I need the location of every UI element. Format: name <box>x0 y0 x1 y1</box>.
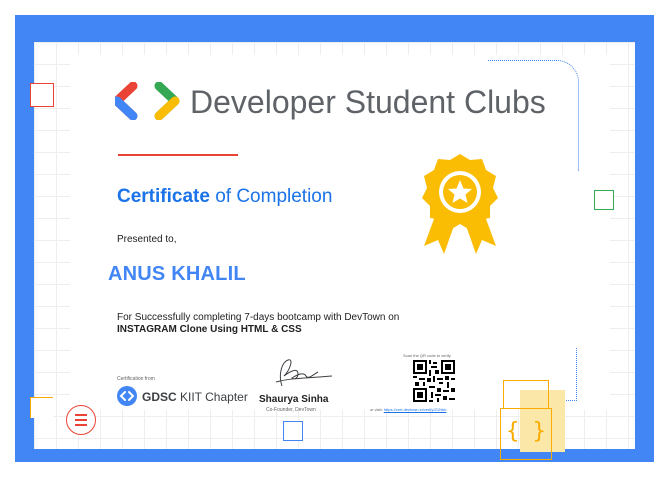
certificate-title-rest: of Completion <box>209 186 333 207</box>
recipient-name: ANUS KHALIL <box>108 263 246 285</box>
menu-icon <box>75 414 87 416</box>
dsc-logo-icon <box>115 82 187 120</box>
menu-icon <box>75 419 87 421</box>
verify-prefix: or visit: <box>370 407 384 412</box>
chapter-name <box>142 390 248 404</box>
certificate-title <box>117 186 332 208</box>
verify-link[interactable]: https://cert.devtown.in/verify/Z1Nhb <box>383 407 447 412</box>
signer-role: Co-Founder, DevTown <box>266 407 316 413</box>
blue-tab-decoration <box>260 15 282 43</box>
menu-button[interactable] <box>66 405 96 435</box>
curly-braces-decoration: { } <box>500 408 552 460</box>
presented-to-label: Presented to, <box>117 234 177 245</box>
signature-image <box>268 356 338 390</box>
certificate-title-bold: Certificate <box>117 186 210 207</box>
red-square-decoration <box>30 83 54 107</box>
chapter-name-bold: GDSC <box>142 390 177 404</box>
award-badge-icon <box>410 150 510 258</box>
chapter-name-rest: KIIT Chapter <box>176 390 248 404</box>
menu-icon <box>75 424 87 426</box>
description-line-2: INSTAGRAM Clone Using HTML & CSS <box>117 324 302 335</box>
blue-square-decoration <box>283 421 303 441</box>
qr-caption: Scan the QR code to verify <box>403 353 451 358</box>
code-frame-decoration <box>503 380 549 409</box>
title-divider <box>118 154 238 156</box>
certification-from-label: Certification from <box>117 376 155 382</box>
green-square-decoration <box>594 190 614 210</box>
signer-name: Shaurya Sinha <box>259 394 329 405</box>
gdsc-logo-icon <box>117 386 137 406</box>
qr-code-icon <box>413 360 455 402</box>
verify-link-line <box>370 407 446 412</box>
org-name: Developer Student Clubs <box>190 84 546 120</box>
description-line-1: For Successfully completing 7-days bootcamp with DevTown on <box>117 312 400 323</box>
amber-corner-decoration <box>30 397 53 418</box>
